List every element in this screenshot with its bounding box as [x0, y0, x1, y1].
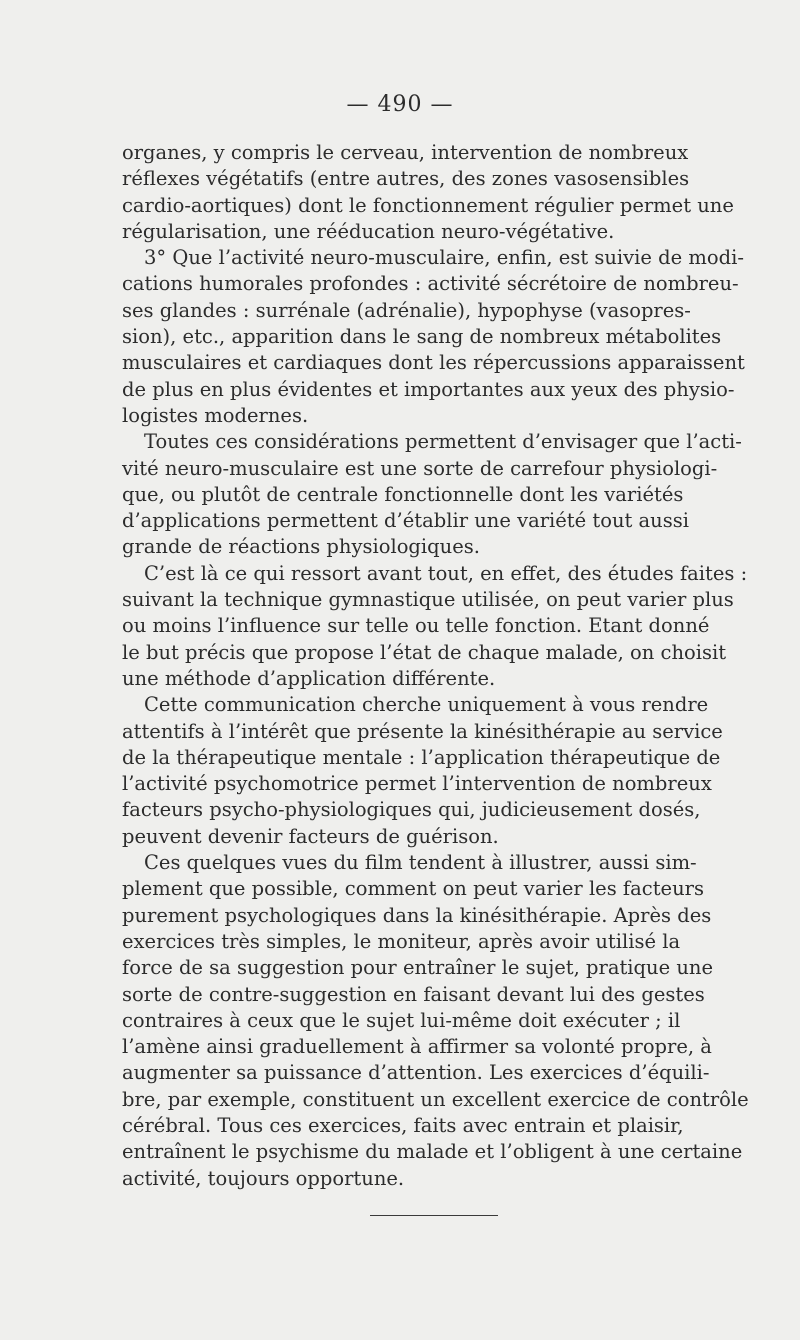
text-line: de la thérapeutique mentale : l’application thérapeutique de	[122, 745, 721, 769]
text-line: le but précis que propose l’état de chaque malade, on choisit	[122, 640, 727, 664]
text-line: suivant la technique gymnastique utilisée, on peut varier plus	[122, 588, 734, 612]
end-rule-divider	[370, 1215, 498, 1216]
text-line: attentifs à l’intérêt que présente la kinésithérapie au service	[122, 719, 723, 743]
text-line: que, ou plutôt de centrale fonctionnelle dont les variétés	[122, 482, 684, 506]
text-line: exercices très simples, le moniteur, après avoir utilisé la	[122, 929, 681, 953]
text-line: facteurs psycho-physiologiques qui, judicieusement dosés,	[122, 798, 701, 822]
page-number: — 490 —	[346, 92, 454, 117]
text-line: cations humorales profondes : activité sécrétoire de nombreu-	[122, 272, 739, 296]
text-line: Ces quelques vues du film tendent à illustrer, aussi sim-	[144, 851, 697, 875]
text-line: Toutes ces considérations permettent d’envisager que l’acti-	[144, 430, 742, 454]
text-line: sorte de contre-suggestion en faisant devant lui des gestes	[122, 982, 705, 1006]
text-line: grande de réactions physiologiques.	[122, 535, 480, 559]
text-line: ses glandes : surrénale (adrénalie), hypophyse (vasopres-	[122, 298, 691, 322]
text-line: ou moins l’influence sur telle ou telle fonction. Etant donné	[122, 614, 710, 638]
text-line: l’activité psychomotrice permet l’intervention de nombreux	[122, 772, 712, 796]
text-line: logistes modernes.	[122, 403, 309, 427]
text-line: purement psychologiques dans la kinésithérapie. Après des	[122, 903, 712, 927]
text-line: organes, y compris le cerveau, intervention de nombreux	[122, 141, 689, 164]
text-line: entraînent le psychisme du malade et l’obligent à une certaine	[122, 1140, 743, 1164]
text-line: de plus en plus évidentes et importantes aux yeux des physio-	[122, 377, 735, 401]
text-line: activité, toujours opportune.	[122, 1166, 405, 1190]
body-text	[122, 140, 749, 1192]
text-line: vité neuro-musculaire est une sorte de carrefour physiologi-	[122, 456, 718, 480]
text-line: régularisation, une rééducation neuro-végétative.	[122, 219, 615, 243]
text-line: plement que possible, comment on peut varier les facteurs	[122, 877, 704, 901]
text-line: d’applications permettent d’établir une variété tout aussi	[122, 509, 689, 533]
text-line: une méthode d’application différente.	[122, 666, 496, 690]
text-line: réflexes végétatifs (entre autres, des zones vasosensibles	[122, 167, 690, 191]
text-line: Cette communication cherche uniquement à vous rendre	[144, 693, 709, 717]
text-line: contraires à ceux que le sujet lui-même doit exécuter ; il	[122, 1008, 681, 1032]
text-line: augmenter sa puissance d’attention. Les exercices d’équili-	[122, 1061, 710, 1085]
text-line: bre, par exemple, constituent un excellent exercice de contrôle	[122, 1087, 749, 1111]
text-line: cardio-aortiques) dont le fonctionnement régulier permet une	[122, 193, 734, 217]
text-line: cérébral. Tous ces exercices, faits avec entrain et plaisir,	[122, 1113, 684, 1137]
text-line: 3° Que l’activité neuro-musculaire, enfin, est suivie de modi-	[144, 246, 744, 270]
text-line: force de sa suggestion pour entraîner le sujet, pratique une	[122, 956, 713, 980]
text-line: musculaires et cardiaques dont les répercussions apparaissent	[122, 351, 745, 375]
text-line: l’amène ainsi graduellement à affirmer sa volonté propre, à	[122, 1035, 712, 1059]
text-line: sion), etc., apparition dans le sang de nombreux métabolites	[122, 325, 722, 349]
text-line: C’est là ce qui ressort avant tout, en effet, des études faites :	[144, 561, 748, 585]
text-line: peuvent devenir facteurs de guérison.	[122, 824, 499, 848]
